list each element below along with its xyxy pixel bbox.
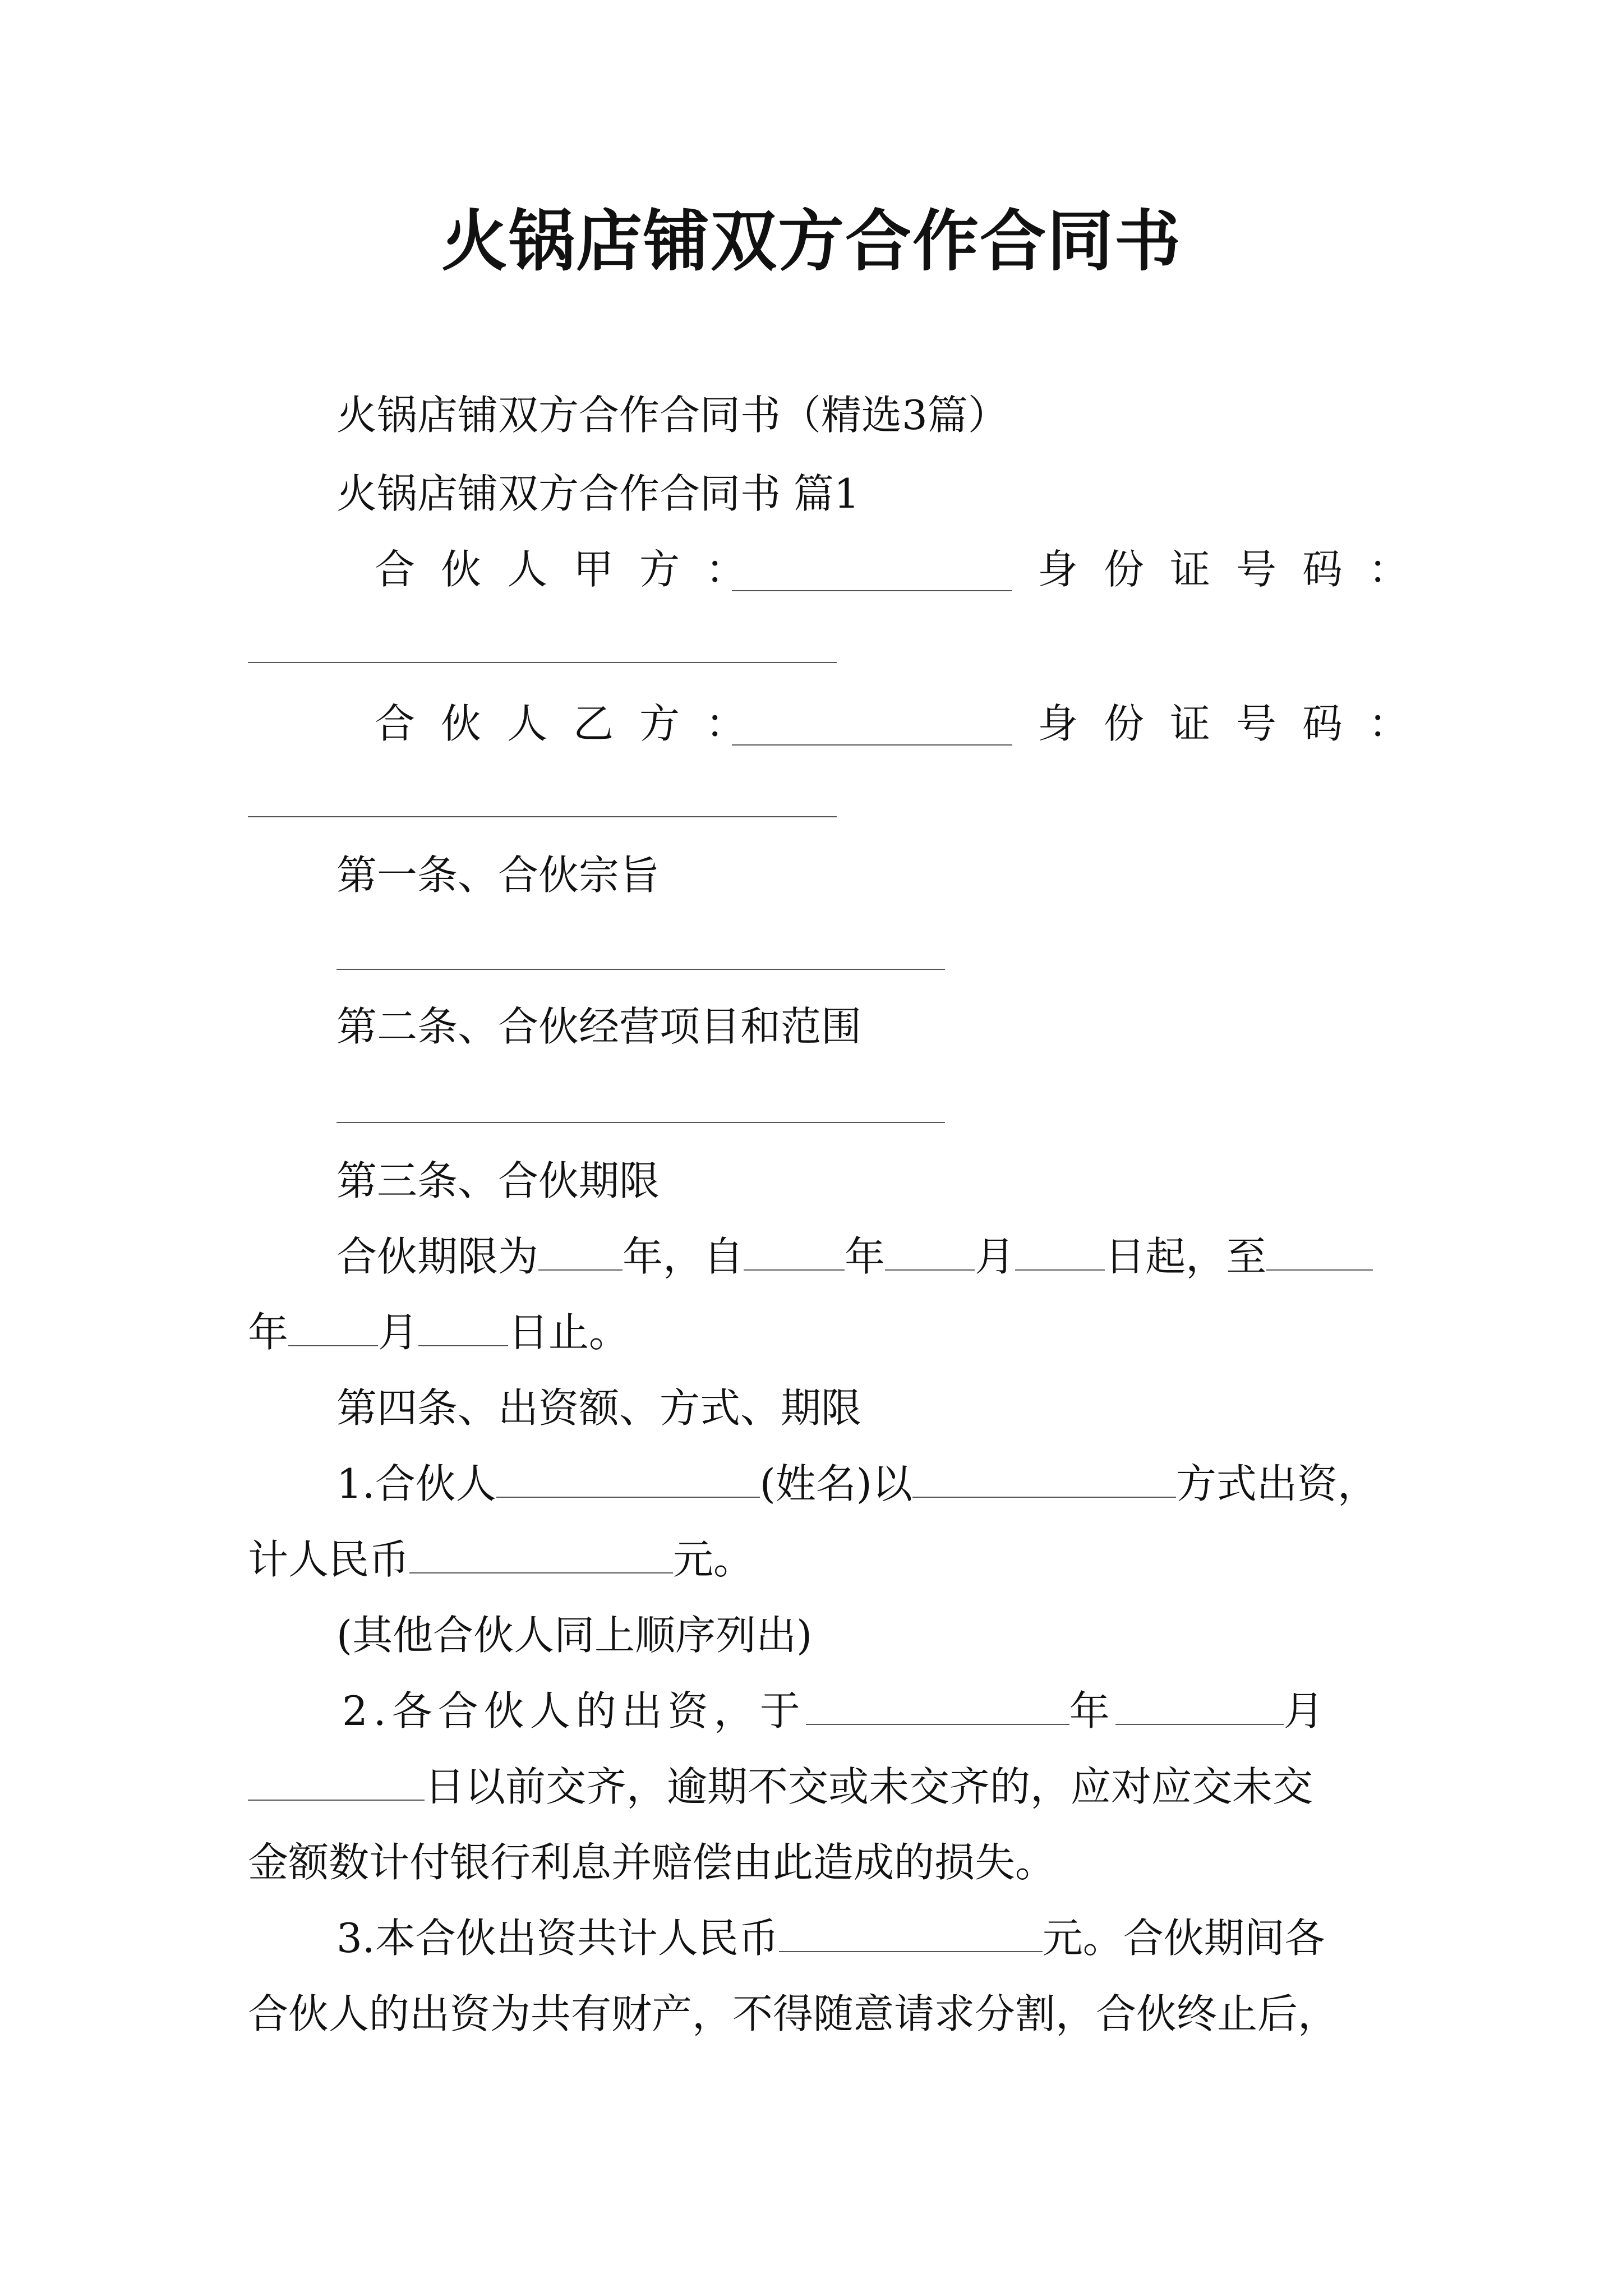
item-1-text-4: 计人民币 [248,1536,410,1583]
deadline-day-blank [248,1760,425,1801]
item-2-text-3: 月 [1283,1687,1330,1734]
end-month-blank [288,1306,378,1346]
party-b-id-blank [248,816,837,817]
party-b-label: 合伙人乙方： [375,700,772,747]
item-2-line-1 [342,1683,1330,1739]
start-day-blank [1015,1230,1105,1271]
term-text-2: 年，自 [623,1233,744,1280]
term-line-1 [336,1228,1373,1285]
party-b-name-blank [732,744,1012,746]
term-text-4: 月 [975,1233,1016,1280]
section-heading: 火锅店铺双方合作合同书 篇1 [336,470,860,517]
total-capital-blank [779,1912,1043,1952]
term-text-6: 年 [248,1309,289,1356]
item-3-text-2: 元。合伙期间各 [1042,1915,1325,1962]
subtitle: 火锅店铺双方合作合同书（精选3篇） [336,392,1008,439]
article-4-heading: 第四条、出资额、方式、期限 [336,1384,862,1432]
end-year-blank [1266,1230,1373,1271]
item-2-line-3: 金额数计付银行利息并赔偿由此造成的损失。 [248,1839,1056,1886]
party-a-label: 合伙人甲方： [375,546,772,593]
item-3-line-2: 合伙人的出资为共有财产，不得随意请求分割，合伙终止后， [248,1990,1339,2037]
deadline-year-blank [806,1685,1069,1725]
party-a-id-label: 身份证号码： [1038,546,1435,593]
term-text-3: 年 [845,1233,886,1280]
party-b-id-label: 身份证号码： [1038,700,1435,747]
term-text-7: 月 [378,1309,419,1356]
article-3-heading: 第三条、合伙期限 [336,1157,660,1204]
document-title: 火锅店铺双方合作合同书 [441,203,1182,280]
article-2-blank [336,1122,945,1123]
term-line-2 [248,1304,629,1360]
item-2-text-2: 年 [1069,1687,1115,1734]
item-1-text-3: 方式出资， [1175,1460,1378,1507]
contribution-amount-blank [409,1533,673,1573]
term-years-blank [538,1230,623,1271]
item-1-text-2: (姓名)以 [759,1460,912,1507]
item-1-text-5: 元。 [673,1536,754,1583]
item-1-line-1 [336,1456,1378,1512]
other-partners-note: (其他合伙人同上顺序列出) [336,1612,813,1659]
party-a-id-blank [248,662,837,663]
start-year-blank [744,1230,845,1271]
item-3-text-1: 3.本合伙出资共计人民币 [336,1915,779,1962]
item-1-text-1: 1.合伙人 [336,1460,496,1507]
term-text-8: 日止。 [508,1309,630,1356]
item-2-text-4: 日以前交齐，逾期不交或未交齐的，应对应交未交 [425,1763,1313,1810]
item-2-text-1: 2.各合伙人的出资，于 [342,1687,806,1734]
article-1-heading: 第一条、合伙宗旨 [336,852,660,899]
article-1-blank [336,969,945,970]
item-1-line-2 [248,1531,754,1588]
contribution-method-blank [912,1457,1176,1498]
item-3-line-1 [336,1910,1325,1966]
deadline-month-blank [1115,1685,1284,1725]
term-text-1: 合伙期限为 [336,1233,539,1280]
article-2-heading: 第二条、合伙经营项目和范围 [336,1003,862,1050]
party-a-name-blank [732,590,1012,591]
start-month-blank [885,1230,975,1271]
partner-name-blank [496,1457,760,1498]
term-text-5: 日起，至 [1105,1233,1267,1280]
end-day-blank [418,1306,508,1346]
item-2-line-2 [248,1759,1313,1815]
